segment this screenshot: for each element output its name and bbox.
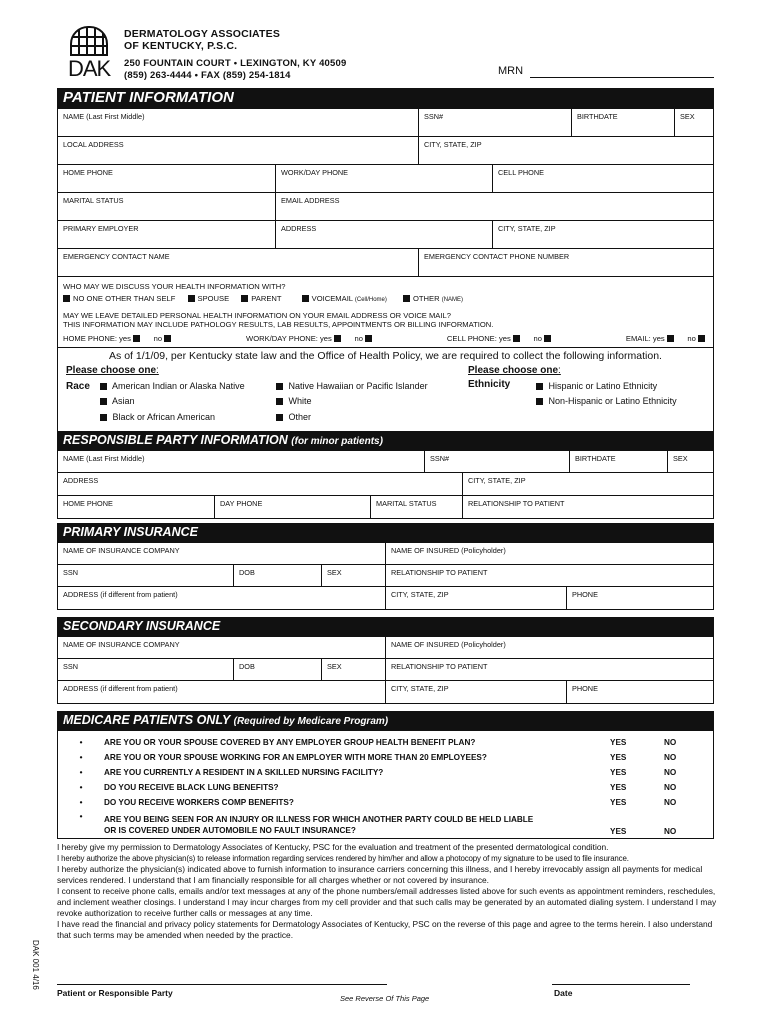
field-rp-city[interactable]: CITY, STATE, ZIP [462,473,713,495]
checkbox-icon [188,295,195,302]
yes-option[interactable]: YES [610,798,627,807]
consent-p4: I consent to receive phone calls, emails and/or text messages at any of the phone numbers/email addresses listed above for such events as appointment reminders, reschedules, and inclement weather closings. I understand I may incur charges from my cell provider and that such calls may be generated by an automated dialing system. I understand I may revoke authorization to receive further calls or messages at any time. [57,886,717,918]
no-option[interactable]: NO [664,783,677,792]
primary-row-ssn [57,565,714,587]
race-opt-white[interactable]: White [276,396,312,406]
field-secondary-phone[interactable]: PHONE [566,681,713,703]
race-opt-asian[interactable]: Asian [100,396,135,406]
no-option[interactable]: NO [664,738,677,747]
checkbox-icon [698,335,705,342]
field-rp-sex[interactable]: SEX [667,451,713,472]
yes-option[interactable]: YES [610,738,627,747]
logo-grid-icon [70,26,108,56]
race-opt-pacific-islander[interactable]: Native Hawaiian or Pacific Islander [276,381,428,391]
date-label: Date [554,988,573,998]
checkbox-icon [276,414,283,421]
field-secondary-address[interactable]: ADDRESS (if different from patient) [63,684,178,693]
no-option[interactable]: NO [664,753,677,762]
field-home-phone[interactable]: HOME PHONE [63,168,113,177]
field-cell-phone[interactable]: CELL PHONE [492,165,713,192]
field-patient-city[interactable]: CITY, STATE, ZIP [418,137,713,164]
opt-other[interactable]: OTHER (NAME) [403,294,463,303]
patient-row-phones [57,165,714,193]
org-address: 250 FOUNTAIN COURT • LEXINGTON, KY 40509 [124,58,347,69]
checkbox-icon [276,383,283,390]
field-work-phone[interactable]: WORK/DAY PHONE [275,165,492,192]
field-secondary-dob[interactable]: DOB [233,659,321,680]
checkbox-icon [403,295,410,302]
race-opt-other[interactable]: Other [276,412,311,422]
patient-info-header: PATIENT INFORMATION [57,88,714,109]
ethnicity-opt-hispanic[interactable]: Hispanic or Latino Ethnicity [536,381,657,391]
checkbox-icon [100,414,107,421]
race-label: Race [66,381,90,392]
checkbox-icon [241,295,248,302]
field-patient-birthdate[interactable]: BIRTHDATE [571,109,674,136]
yes-option[interactable]: YES [610,783,627,792]
yes-option[interactable]: YES [610,768,627,777]
leave-info-line1: MAY WE LEAVE DETAILED PERSONAL HEALTH INFORMATION ON YOUR EMAIL ADDRESS OR VOICE MAIL? [63,311,451,320]
org-name-line1: DERMATOLOGY ASSOCIATES [124,28,281,40]
opt-spouse[interactable]: SPOUSE [188,294,230,303]
secondary-row-company [57,637,714,659]
logo-text: DAK [68,56,111,81]
field-primary-insured[interactable]: NAME OF INSURED (Policyholder) [385,543,713,564]
patient-row-address [57,137,714,165]
field-primary-sex[interactable]: SEX [321,565,385,586]
email-permission[interactable]: EMAIL: yes no [626,334,708,343]
field-marital-status[interactable]: MARITAL STATUS [63,196,124,205]
consent-p2: I hereby authorize the above physician(s) to release information regarding services rendered by him/her and allow a photocopy of my signature to be used to file insurance. [57,854,629,863]
field-rp-ssn[interactable]: SSN# [424,451,569,472]
responsible-row-address [57,473,714,496]
see-reverse-note: See Reverse Of This Page [340,994,430,1003]
dak-logo [68,26,112,80]
opt-no-one[interactable]: NO ONE OTHER THAN SELF [63,294,175,303]
checkbox-icon [365,335,372,342]
field-rp-relationship[interactable]: RELATIONSHIP TO PATIENT [462,496,713,518]
responsible-row-name [57,451,714,473]
race-opt-native-american[interactable]: American Indian or Alaska Native [100,381,245,391]
work-phone-permission[interactable]: WORK/DAY PHONE: yes no [246,334,375,343]
checkbox-icon [334,335,341,342]
discuss-options [63,294,708,303]
signature-label: Patient or Responsible Party [57,988,173,998]
discuss-question: WHO MAY WE DISCUSS YOUR HEALTH INFORMATION WITH? [63,282,286,291]
ethnicity-opt-non-hispanic[interactable]: Non-Hispanic or Latino Ethnicity [536,396,677,406]
checkbox-icon [536,398,543,405]
field-primary-phone[interactable]: PHONE [566,587,713,609]
field-patient-name[interactable]: NAME (Last First Middle) [63,112,145,121]
field-primary-city[interactable]: CITY, STATE, ZIP [385,587,566,609]
medicare-header: MEDICARE PATIENTS ONLY (Required by Medicare Program) [57,711,714,731]
primary-row-address [57,587,714,610]
consent-p5: I have read the financial and privacy policy statements for Dermatology Associates of Kentucky, PSC on the reverse of this page and agree to the terms herein. I also understand that such terms may be amended when needed by the practice. [57,919,713,940]
field-secondary-insured[interactable]: NAME OF INSURED (Policyholder) [385,637,713,658]
medicare-q1: • ARE YOU OR YOUR SPOUSE COVERED BY ANY EMPLOYER GROUP HEALTH BENEFIT PLAN? YES NO [58,735,713,750]
primary-row-company [57,543,714,565]
field-secondary-ssn[interactable]: SSN [63,662,79,671]
field-secondary-city[interactable]: CITY, STATE, ZIP [385,681,566,703]
opt-voicemail[interactable]: VOICEMAIL (Cell/Home) [302,294,387,303]
responsible-row-phones [57,496,714,519]
registration-form [57,88,714,839]
race-ethnicity-block [57,348,714,431]
signature-line[interactable] [57,984,387,985]
cell-phone-permission[interactable]: CELL PHONE: yes no [447,334,554,343]
mrn-label: MRN [498,65,524,77]
yes-option[interactable]: YES [610,827,627,836]
checkbox-icon [100,383,107,390]
medicare-q3: • ARE YOU CURRENTLY A RESIDENT IN A SKILLED NURSING FACILITY? YES NO [58,765,713,780]
field-primary-address[interactable]: ADDRESS (if different from patient) [63,590,178,599]
patient-row-employer [57,221,714,249]
patient-row-name [57,109,714,137]
checkbox-icon [276,398,283,405]
medicare-questions [57,731,714,839]
field-secondary-relationship[interactable]: RELATIONSHIP TO PATIENT [385,659,713,680]
responsible-party-header: RESPONSIBLE PARTY INFORMATION (for minor patients) [57,431,714,451]
medicare-q6: • ARE YOU BEING SEEN FOR AN INJURY OR ILLNESS FOR WHICH ANOTHER PARTY COULD BE HELD LIABLE OR IS COVERED UNDER AUTOMOBILE NO FAULT INSURANCE? YES NO [58,810,713,836]
field-rp-name[interactable]: NAME (Last First Middle) [63,454,145,463]
field-emergency-name[interactable]: EMERGENCY CONTACT NAME [63,252,170,261]
field-secondary-company[interactable]: NAME OF INSURANCE COMPANY [63,640,180,649]
consent-text [57,842,717,941]
no-option[interactable]: NO [664,768,677,777]
date-line[interactable] [552,984,690,985]
medicare-q2: • ARE YOU OR YOUR SPOUSE WORKING FOR AN EMPLOYER WITH MORE THAN 20 EMPLOYEES? YES NO [58,750,713,765]
field-emergency-phone[interactable]: EMERGENCY CONTACT PHONE NUMBER [418,249,713,276]
field-patient-sex[interactable]: SEX [674,109,713,136]
field-rp-day-phone[interactable]: DAY PHONE [214,496,370,518]
form-id: DAK 001 4/16 [31,940,40,990]
no-option[interactable]: NO [664,827,677,836]
field-primary-relationship[interactable]: RELATIONSHIP TO PATIENT [385,565,713,586]
primary-insurance-header: PRIMARY INSURANCE [57,523,714,543]
home-phone-permission[interactable]: HOME PHONE: yes no [63,334,174,343]
medicare-q4: • DO YOU RECEIVE BLACK LUNG BENEFITS? YES NO [58,780,713,795]
secondary-insurance-header: SECONDARY INSURANCE [57,617,714,637]
checkbox-icon [544,335,551,342]
medicare-q5: • DO YOU RECEIVE WORKERS COMP BENEFITS? YES NO [58,795,713,810]
patient-row-emergency [57,249,714,277]
consent-p1: I hereby give my permission to Dermatology Associates of Kentucky, PSC for the evaluation and treatment of the presented dermatological condition. [57,842,609,852]
ethnicity-choose-label: Please choose one: [468,365,561,376]
checkbox-icon [164,335,171,342]
field-patient-ssn[interactable]: SSN# [418,109,571,136]
no-option[interactable]: NO [664,798,677,807]
checkbox-icon [302,295,309,302]
field-primary-ssn[interactable]: SSN [63,568,79,577]
checkbox-icon [63,295,70,302]
field-employer-city[interactable]: CITY, STATE, ZIP [492,221,713,248]
field-local-address[interactable]: LOCAL ADDRESS [63,140,124,149]
field-primary-company[interactable]: NAME OF INSURANCE COMPANY [63,546,180,555]
org-phone-fax: (859) 263-4444 • FAX (859) 254-1814 [124,70,291,81]
checkbox-icon [536,383,543,390]
field-secondary-sex[interactable]: SEX [321,659,385,680]
field-primary-dob[interactable]: DOB [233,565,321,586]
mrn-field[interactable] [530,77,714,78]
checkbox-icon [133,335,140,342]
field-rp-birthdate[interactable]: BIRTHDATE [569,451,667,472]
opt-parent[interactable]: PARENT [241,294,281,303]
field-employer[interactable]: PRIMARY EMPLOYER [63,224,139,233]
checkbox-icon [667,335,674,342]
race-choose-label: Please choose one: [66,365,159,376]
secondary-row-address [57,681,714,704]
org-name-line2: OF KENTUCKY, P.S.C. [124,40,238,52]
field-rp-address[interactable]: ADDRESS [63,476,99,485]
contact-permissions [63,334,708,343]
yes-option[interactable]: YES [610,753,627,762]
privacy-block [57,277,714,348]
field-employer-address[interactable]: ADDRESS [275,221,492,248]
patient-row-marital [57,193,714,221]
consent-p3: I hereby authorize the physician(s) indicated above to furnish information to insurance carriers concerning this illness, and I hereby irrevocably assign all payments for medical services rendered. I understand that I am financially responsible for all charges whether or not covered by insurance. [57,864,703,885]
race-intro: As of 1/1/09, per Kentucky state law and the Office of Health Policy, we are required to collect the following information. [109,350,662,362]
ethnicity-label: Ethnicity [468,379,511,390]
checkbox-icon [100,398,107,405]
field-email[interactable]: EMAIL ADDRESS [275,193,713,220]
field-rp-home-phone[interactable]: HOME PHONE [63,499,113,508]
race-opt-black[interactable]: Black or African American [100,412,215,422]
checkbox-icon [513,335,520,342]
field-rp-marital[interactable]: MARITAL STATUS [370,496,462,518]
leave-info-line2: THIS INFORMATION MAY INCLUDE PATHOLOGY RESULTS, LAB RESULTS, APPOINTMENTS OR BILLING INFORMATION. [63,320,494,329]
secondary-row-ssn [57,659,714,681]
